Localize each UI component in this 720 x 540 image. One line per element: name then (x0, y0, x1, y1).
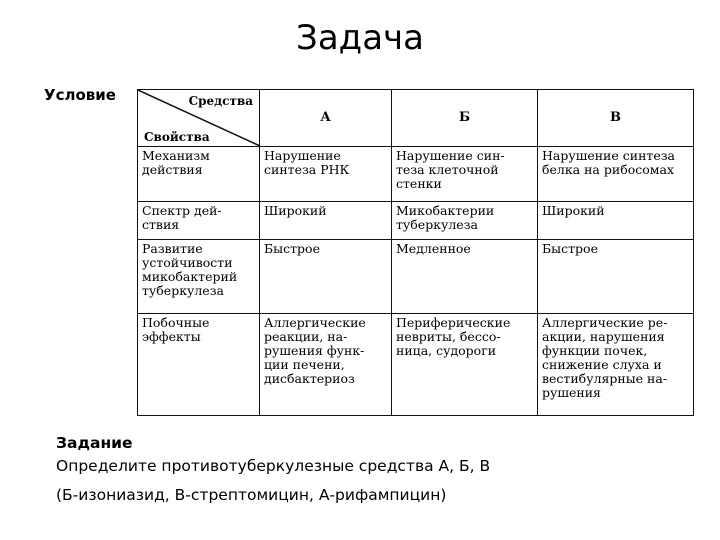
table-cell: Нарушение синтеза РНК (260, 147, 392, 202)
task-answer-hint: (Б-изониазид, В-стрептомицин, А-рифампицин) (56, 486, 447, 504)
column-header-a: А (260, 90, 392, 147)
table-cell: Аллергические реакции, на- рушения функ- ции печени, дисбактериоз (260, 314, 392, 416)
table-row (138, 202, 694, 240)
table-row (138, 314, 694, 416)
table-row (138, 147, 694, 202)
row-property-side-effects: Побочные эффекты (138, 314, 260, 416)
corner-label-drugs: Средства (188, 94, 253, 108)
table-cell: Аллергические ре- акции, нарушения функции почек, снижение слуха и вестибулярные на- рушения (538, 314, 694, 416)
drug-properties-table (137, 89, 694, 416)
table-cell: Нарушение син- теза клеточной стенки (392, 147, 538, 202)
page-title: Задача (296, 18, 424, 58)
task-block (56, 432, 490, 507)
table-cell: Микобактерии туберкулеза (392, 202, 538, 240)
row-property-resistance: Развитие устойчивости микобактерий туберкулеза (138, 240, 260, 314)
column-header-b: Б (392, 90, 538, 147)
table-cell: Быстрое (538, 240, 694, 314)
row-property-mechanism: Механизм действия (138, 147, 260, 202)
table-cell: Широкий (538, 202, 694, 240)
task-instruction: Определите противотуберкулезные средства А, Б, В (56, 457, 491, 475)
table-corner-cell (138, 90, 260, 147)
column-header-v: В (538, 90, 694, 147)
table-cell: Нарушение синтеза белка на рибосомах (538, 147, 694, 202)
table-cell: Широкий (260, 202, 392, 240)
table-cell: Быстрое (260, 240, 392, 314)
row-property-spectrum: Спектр дей- ствия (138, 202, 260, 240)
corner-label-properties: Свойства (144, 130, 210, 144)
table-cell: Медленное (392, 240, 538, 314)
task-heading: Задание (56, 434, 133, 452)
table-header-row (138, 90, 694, 147)
table-row (138, 240, 694, 314)
table-cell: Периферические невриты, бессо- ница, судороги (392, 314, 538, 416)
condition-label: Условие (44, 86, 116, 104)
